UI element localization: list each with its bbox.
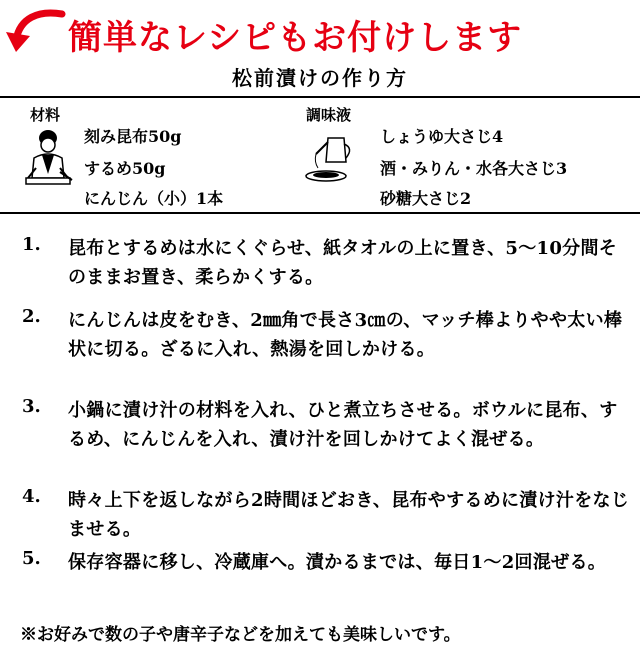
step-text: 小鍋に漬け汁の材料を入れ、ひと煮立ちさせる。ボウルに昆布、するめ、にんじんを入れ、漬け汁を回しかけてよく混ぜる。 — [68, 400, 618, 450]
step-text: 保存容器に移し、冷蔵庫へ。漬かるまでは、毎日1〜2回混ぜる。 — [68, 552, 607, 573]
pitcher-icon — [298, 132, 360, 186]
step-text: 時々上下を返しながら2時間ほどおき、昆布やするめに漬け汁をなじませる。 — [68, 490, 630, 540]
page-title: 松前漬けの作り方 — [232, 66, 408, 90]
step-text: 昆布とするめは水にくぐらせ、紙タオルの上に置き、5〜10分間そのままお置き、柔らかくする。 — [68, 238, 618, 288]
step-number: 5. — [22, 548, 41, 569]
ingredients-header: 材料 — [30, 106, 61, 124]
step-text: にんじんは皮をむき、2㎜角で長さ3㎝の、マッチ棒よりやや太い棒状に切る。ざるに入れ、熱湯を回しかける。 — [68, 310, 623, 360]
banner — [0, 0, 640, 60]
ingredients-box — [0, 96, 640, 214]
step-number: 2. — [22, 306, 41, 327]
seasoning-header: 調味液 — [306, 106, 352, 124]
banner-title: 簡単なレシピもお付けします — [68, 18, 523, 58]
step-number: 4. — [22, 486, 41, 507]
seasoning-item: 砂糖大さじ2 — [380, 189, 472, 208]
curved-arrow-icon — [4, 6, 66, 58]
seasoning-item: しょうゆ大さじ4 — [380, 127, 504, 146]
chef-icon — [22, 128, 74, 192]
ingredient-item: 刻み昆布50g — [84, 127, 182, 146]
step-number: 1. — [22, 234, 41, 255]
footnote: ※お好みで数の子や唐辛子などを加えても美味しいです。 — [20, 625, 461, 645]
step-number: 3. — [22, 396, 41, 417]
ingredient-item: するめ50g — [84, 159, 166, 178]
seasoning-item: 酒・みりん・水各大さじ3 — [380, 159, 568, 178]
ingredient-item: にんじん（小）1本 — [84, 189, 224, 208]
